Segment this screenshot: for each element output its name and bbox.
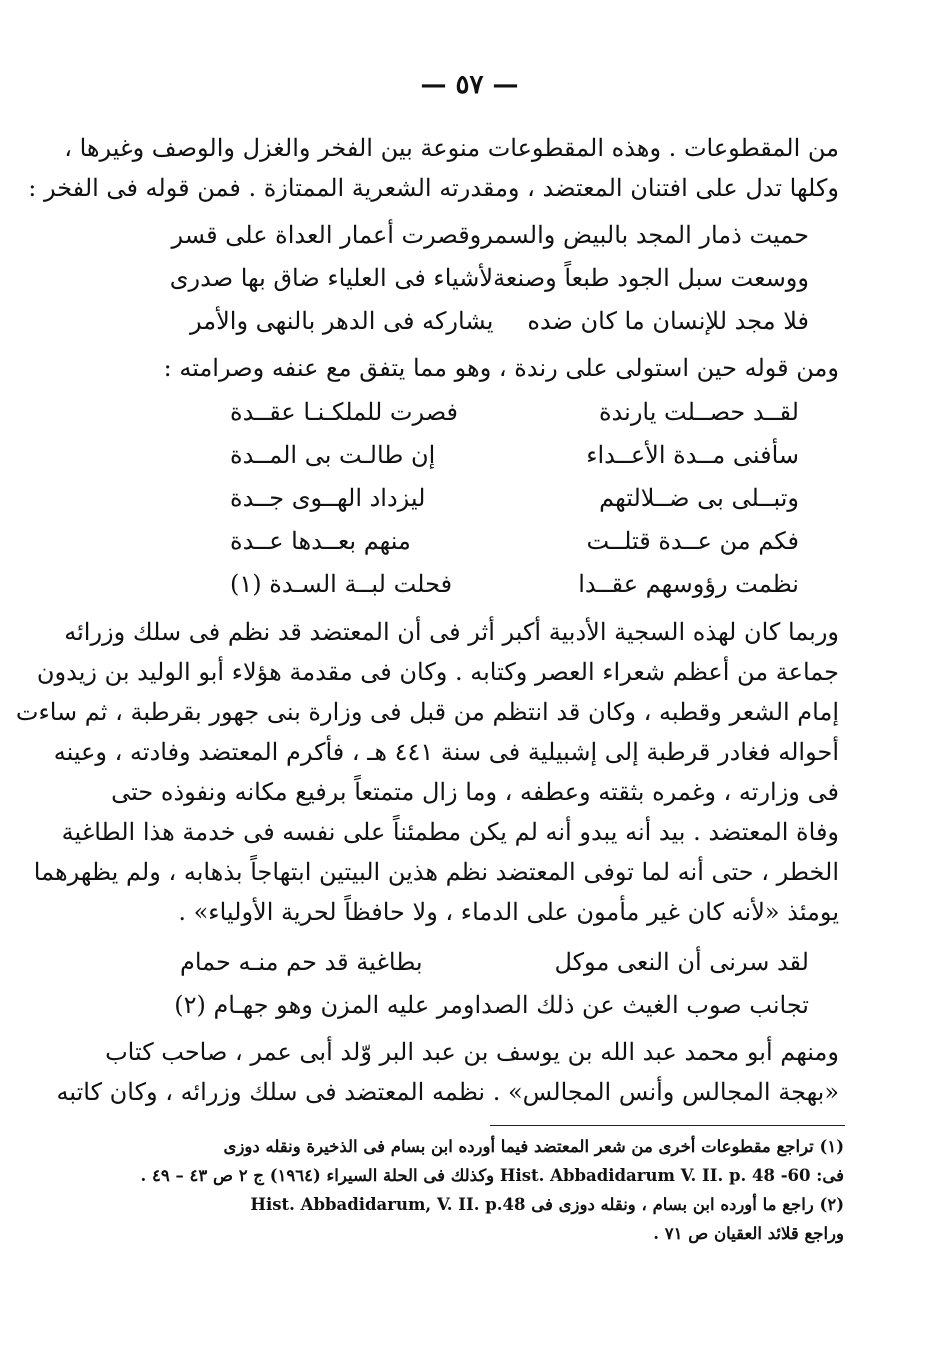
text-line: الخطر ، حتى أنه لما توفى المعتضد نظم هذين البيتين ابتهاجاً بذهابه ، ولم يظهرهما (33, 858, 839, 886)
text-line: فى وزارته ، وغمره بثقته وعطفه ، وما زال متمتعاً برفيع مكانه ونفوذه حتى (111, 778, 839, 806)
verse-first-hemistich: حميت ذمار المجد بالبيض والسمر (481, 220, 809, 249)
verse-second-hemistich: يشاركه فى الدهر بالنهى والأمر (190, 306, 494, 335)
verse-second-hemistich: ومر عليه المزن وهو جهـام (٢) (174, 990, 475, 1019)
text-line: جماعة من أعظم شعراء العصر وكتابه . وكان فى مقدمة هؤلاء أبو الوليد بن زيدون (36, 658, 839, 686)
verse-first-hemistich: تجانب صوب الغيث عن ذلك الصدا (474, 990, 809, 1019)
verse-line (230, 433, 799, 476)
text-line: وربما كان لهذه السجية الأدبية أكبر أثر فى أن المعتضد قد نظم فى سلك وزرائه (64, 618, 839, 646)
verse-first-hemistich: فلا مجد للإنسان ما كان ضده (527, 306, 809, 335)
footnote-line: وراجع قلائد العقيان ص ٧١ . (653, 1224, 844, 1243)
text-line: إمام الشعر وقطبه ، وكان قد انتظم من قبل فى وزارة بنى جهور بقرطبة ، ثم ساءت (15, 698, 839, 726)
footnote-divider (490, 1125, 845, 1126)
verse-second-hemistich: منهم بعــدها عــدة (230, 526, 411, 555)
verse-line (230, 390, 799, 433)
paragraph-ronda (150, 348, 839, 388)
verse-second-hemistich: إن طالـت بى المــدة (230, 440, 436, 469)
verse-first-hemistich: وتبــلى بى ضــلالتهم (599, 483, 799, 512)
text-line: أحواله فغادر قرطبة إلى إشبيلية فى سنة ٤٤١ هـ ، فأكرم المعتضد وفادته ، وعينه (53, 738, 839, 766)
verse-second-hemistich: ليزداد الهــوى جــدة (230, 483, 426, 512)
text-line: وكلها تدل على افتنان المعتضد ، ومقدرته الشعرية الممتازة . فمن قوله فى الفخر : (28, 174, 839, 202)
verse-line (230, 519, 799, 562)
verse-line (169, 256, 809, 299)
text-line: من المقطوعات . وهذه المقطوعات منوعة بين الفخر والغزل والوصف وغيرها ، (64, 134, 839, 162)
verse-second-hemistich: لأشياء فى العلياء ضاق بها صدرى (169, 263, 494, 292)
footnote-line: (١) تراجع مقطوعات أخرى من شعر المعتضد فيما أورده ابن بسام فى الذخيرة ونقله دوزى (223, 1137, 844, 1156)
verse-second-hemistich: فحلت لبــة السـدة (١) (230, 569, 453, 598)
poem-ibn-zaydun (174, 940, 809, 1026)
verse-first-hemistich: فكم من عــدة قتلــت (586, 526, 799, 555)
verse-line (174, 983, 809, 1026)
verse-line (190, 299, 809, 342)
verse-first-hemistich: ووسعت سبل الجود طبعاً وصنعة (493, 263, 809, 292)
text-line: يومئذ «لأنه كان غير مأمون على الدماء ، ولا حافظاً لحرية الأولياء» . (178, 898, 839, 926)
verse-line (180, 940, 809, 983)
text-line: ومن قوله حين استولى على رندة ، وهو مما يتفق مع عنفه وصرامته : (163, 354, 839, 382)
verse-first-hemistich: لقد سرنى أن النعى موكل (554, 947, 809, 976)
poem-pride (169, 213, 809, 342)
paragraph-ibn-zaydun (15, 612, 839, 932)
text-line: وفاة المعتضد . بيد أنه يبدو أنه لم يكن مطمئناً على نفسه فى خدمة هذا الطاغية (61, 818, 839, 846)
verse-second-hemistich: بطاغية قد حم منـه حمام (180, 947, 423, 976)
footnote-line: فى: Hist. Abbadidarum V. II. p. 48 -60 وكذلك فى الحلة السيراء (١٩٦٤) ج ٢ ص ٤٣ – ٤٩ . (140, 1166, 844, 1185)
page-number: — ٥٧ — (420, 70, 519, 100)
verse-line (230, 476, 799, 519)
footnote-line: (٢) راجع ما أورده ابن بسام ، ونقله دوزى فى Hist. Abbadidarum, V. II. p.48 (250, 1195, 844, 1214)
verse-first-hemistich: لقــد حصــلت يارندة (598, 397, 799, 426)
paragraph-intro (28, 128, 839, 208)
verse-second-hemistich: وقصرت أعمار العداة على قسر (171, 220, 482, 249)
verse-first-hemistich: سأفنى مــدة الأعــداء (586, 440, 799, 469)
text-line: ومنهم أبو محمد عبد الله بن يوسف بن عبد البر وّلد أبى عمر ، صاحب كتاب (105, 1038, 839, 1066)
verse-first-hemistich: نظمت رؤوسهم عقــدا (578, 569, 799, 598)
paragraph-ibn-abd-al-barr (56, 1032, 839, 1112)
footnotes (120, 1132, 844, 1248)
verse-second-hemistich: فصرت للملكـنـا عقــدة (230, 397, 459, 426)
poem-ronda (230, 390, 799, 605)
text-line: «بهجة المجالس وأنس المجالس» . نظمه المعتضد فى سلك وزرائه ، وكان كاتبه (56, 1078, 839, 1106)
verse-line (230, 562, 799, 605)
verse-line (171, 213, 809, 256)
